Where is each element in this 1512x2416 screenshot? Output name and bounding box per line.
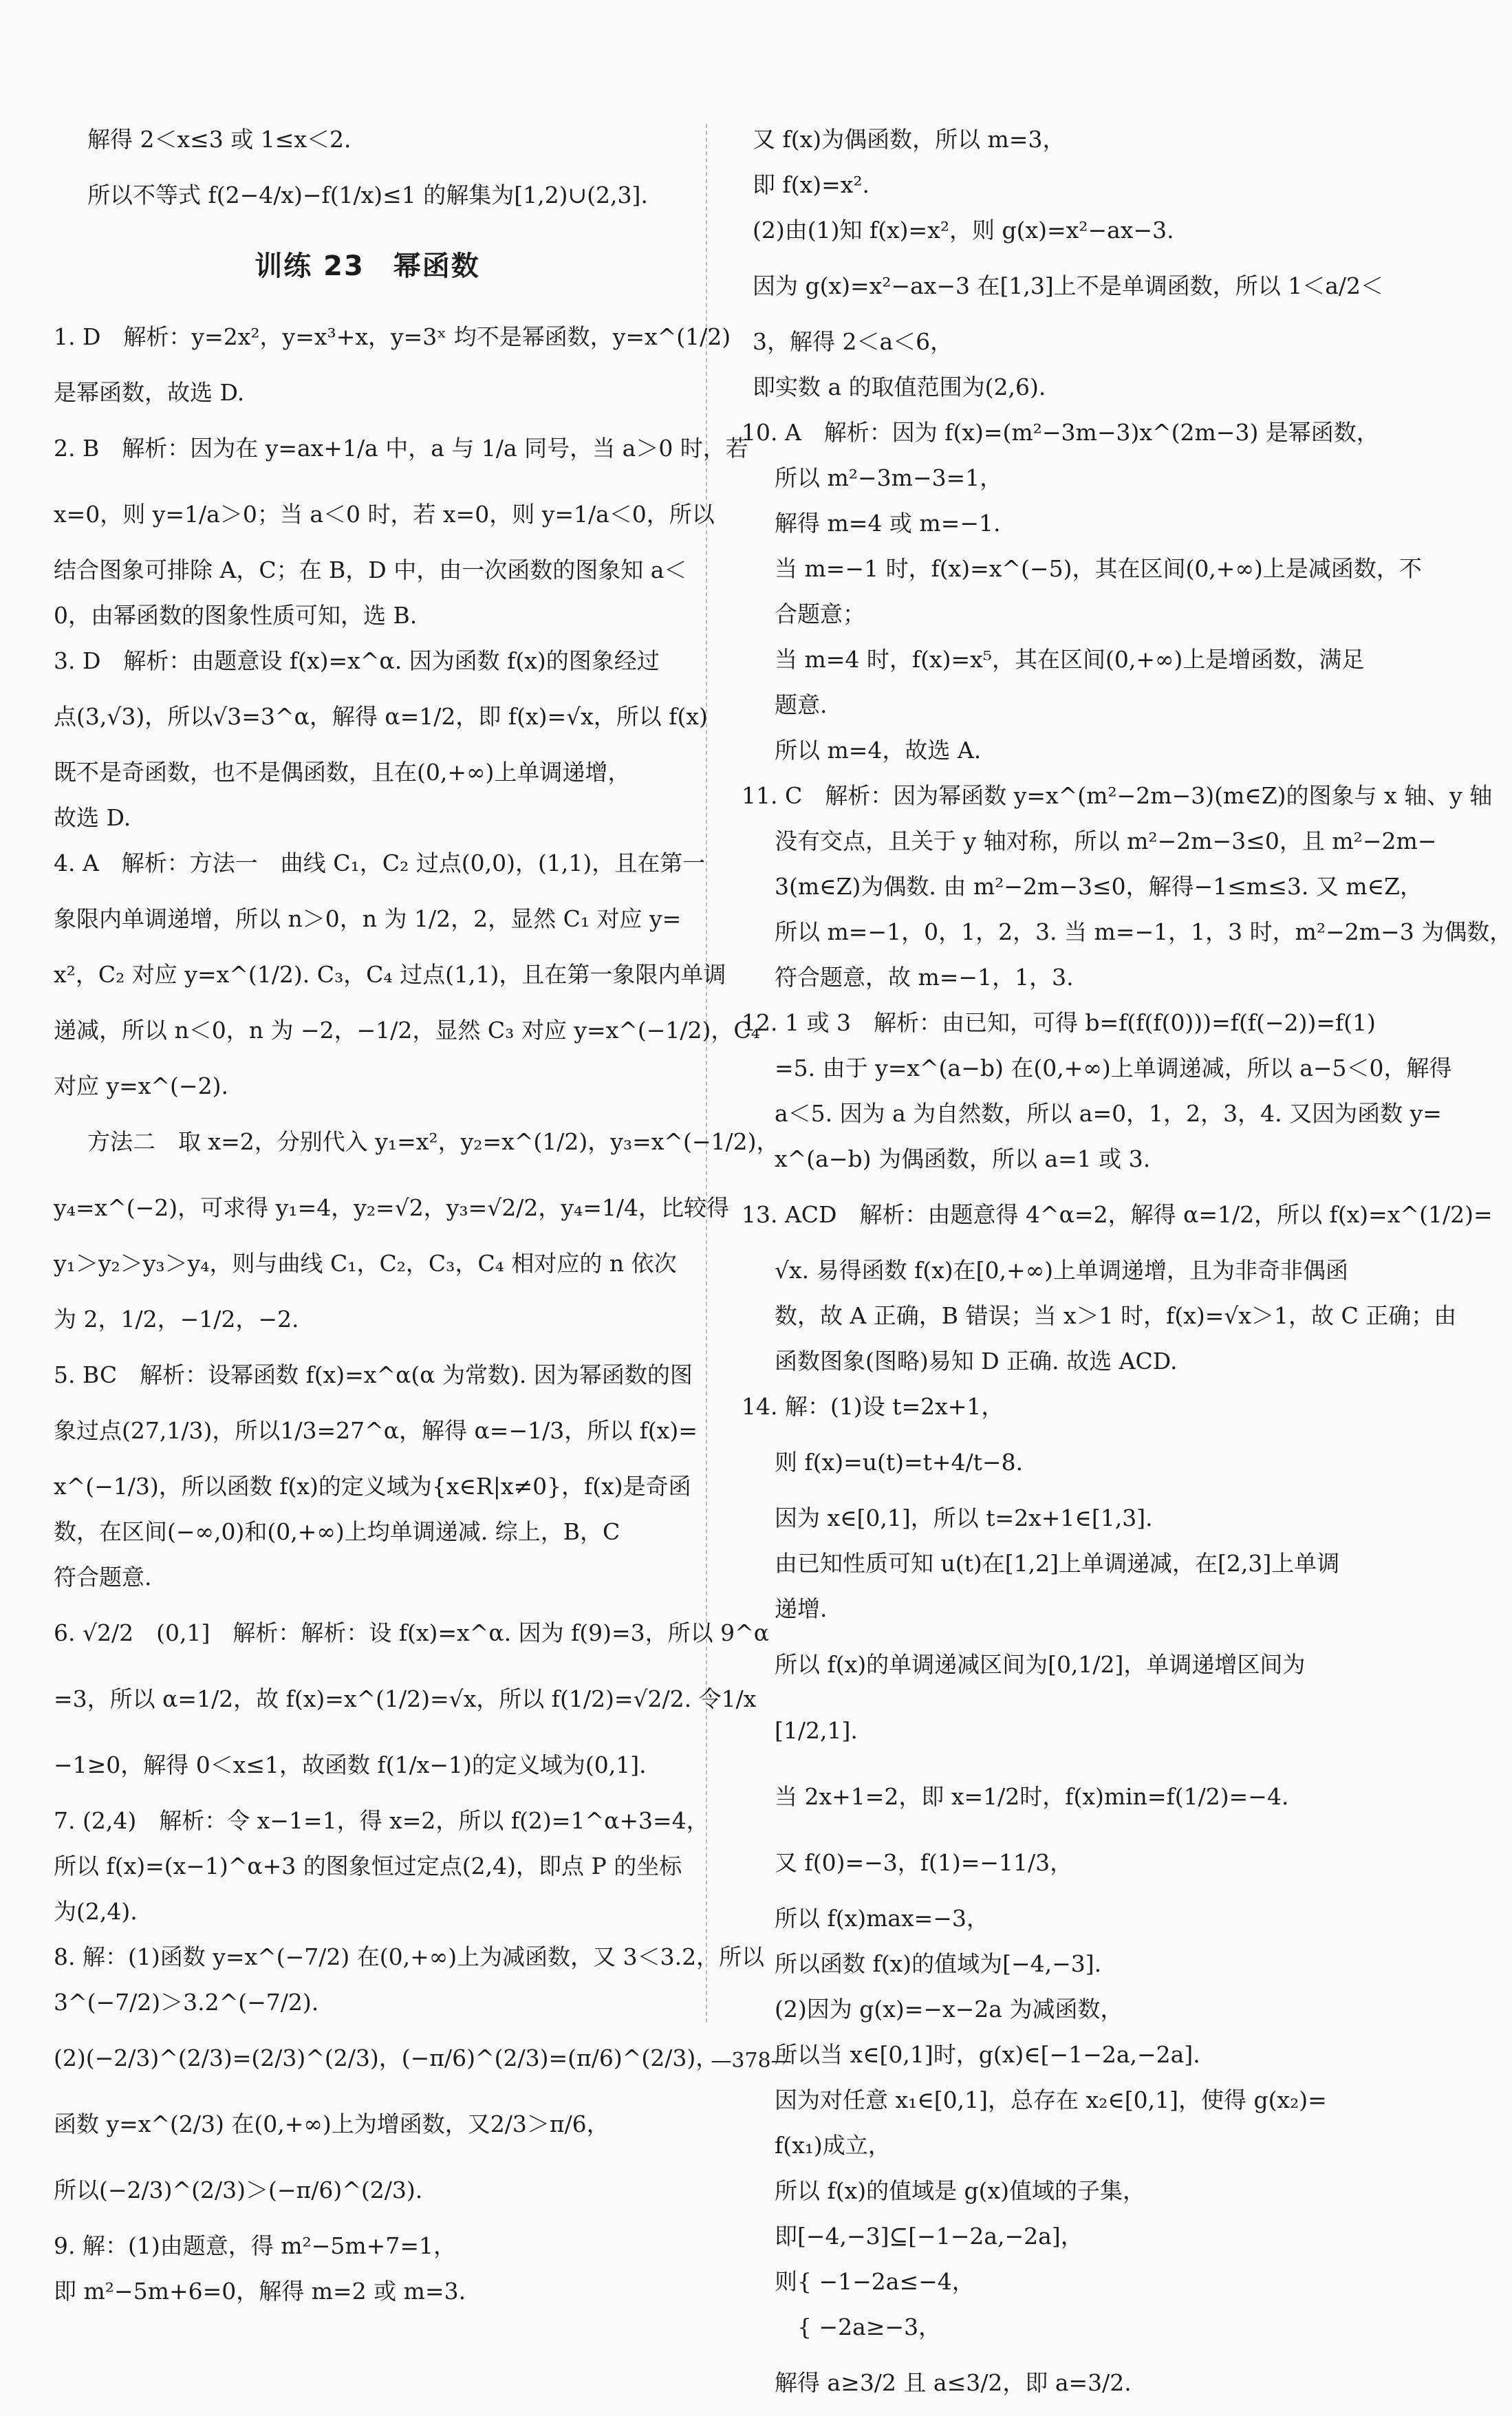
- text-line: 为(2,4).: [54, 1898, 138, 1925]
- text-line: 即实数 a 的取值范围为(2,6).: [753, 374, 1046, 400]
- text-line: 即 f(x)=x².: [753, 171, 870, 198]
- text-line: 因为对任意 x₁∈[0,1]，总存在 x₂∈[0,1]，使得 g(x₂)=: [775, 2086, 1327, 2113]
- text-line: { −2a≥−3，: [775, 2313, 942, 2340]
- text-line: 数，在区间(−∞,0)和(0,+∞)上均单调递减. 综上，B，C: [54, 1518, 620, 1545]
- text-line: 合题意；: [775, 601, 865, 627]
- text-line: (2)因为 g(x)=−x−2a 为减函数，: [775, 1996, 1123, 2023]
- text-line: 为 2，1/2，−1/2，−2.: [54, 1306, 299, 1333]
- text-line: 所以函数 f(x)的值域为[−4,−3].: [775, 1950, 1102, 1977]
- answer-item-3: 3. D 解析：由题意设 f(x)=x^α. 因为函数 f(x)的图象经过: [54, 647, 660, 674]
- text-line: a＜5. 因为 a 为自然数，所以 a=0，1，2，3，4. 又因为函数 y=: [775, 1100, 1442, 1127]
- text-line: x^(a−b) 为偶函数，所以 a=1 或 3.: [775, 1145, 1151, 1172]
- text-line: 对应 y=x^(−2).: [54, 1072, 228, 1099]
- text-line: 因为 x∈[0,1]，所以 t=2x+1∈[1,3].: [775, 1504, 1153, 1531]
- text-line: 函数 y=x^(2/3) 在(0,+∞)上为增函数，又2/3＞π/6，: [54, 2111, 609, 2137]
- text-line: 是幂函数，故选 D.: [54, 379, 245, 406]
- text-line: 由已知性质可知 u(t)在[1,2]上单调递减，在[2,3]上单调: [775, 1550, 1340, 1577]
- text-line: 函数图象(图略)易知 D 正确. 故选 ACD.: [775, 1348, 1178, 1374]
- answer-item-9: 9. 解：(1)由题意，得 m²−5m+7=1，: [54, 2232, 456, 2259]
- text-line: √x. 易得函数 f(x)在[0,+∞)上单调递增，且为非奇非偶函: [775, 1257, 1349, 1284]
- text-line: 故选 D.: [54, 804, 131, 831]
- text-line: y₁＞y₂＞y₃＞y₄，则与曲线 C₁，C₂，C₃，C₄ 相对应的 n 依次: [54, 1250, 677, 1277]
- answer-item-8: 8. 解：(1)函数 y=x^(−7/2) 在(0,+∞)上为减函数，又 3＜3.2，所以: [54, 1943, 765, 1970]
- text-line: f(x₁)成立，: [775, 2132, 891, 2159]
- text-line: 即 m²−5m+6=0，解得 m=2 或 m=3.: [54, 2278, 466, 2305]
- text-line: 符合题意，故 m=−1，1，3.: [775, 964, 1074, 991]
- text-line: −1≥0，解得 0＜x≤1，故函数 f(1/x−1)的定义域为(0,1].: [54, 1751, 647, 1778]
- answer-item-7: 7. (2,4) 解析：令 x−1=1，得 x=2，所以 f(2)=1^α+3=4，: [54, 1807, 709, 1834]
- answer-item-2: 2. B 解析：因为在 y=ax+1/a 中，a 与 1/a 同号，当 a＞0 时，若: [54, 435, 748, 462]
- text-line: =3，所以 α=1/2，故 f(x)=x^(1/2)=√x，所以 f(1/2)=√2/2. 令1/x: [54, 1685, 757, 1712]
- text-line: 所以不等式 f(2−4/x)−f(1/x)≤1 的解集为[1,2)∪(2,3].: [65, 182, 648, 208]
- text-line: (2)由(1)知 f(x)=x²，则 g(x)=x²−ax−3.: [753, 217, 1174, 244]
- page-number: —378—: [711, 2049, 792, 2073]
- text-line: 结合图象可排除 A，C；在 B，D 中，由一次函数的图象知 a＜: [54, 557, 687, 583]
- text-line: 所以 m=4，故选 A.: [775, 737, 982, 764]
- text-line: 象过点(27,1/3)，所以1/3=27^α，解得 α=−1/3，所以 f(x)=: [54, 1417, 698, 1444]
- text-line: 所以 f(x)的单调递减区间为[0,1/2]，单调递增区间为: [775, 1651, 1306, 1678]
- text-line: 解得 2＜x≤3 或 1≤x＜2.: [65, 126, 352, 153]
- text-line: 解得 a≥3/2 且 a≤3/2，即 a=3/2.: [775, 2369, 1132, 2396]
- answer-item-12: 12. 1 或 3 解析：由已知，可得 b=f(f(f(0)))=f(f(−2))=f(1): [742, 1009, 1376, 1036]
- text-line: 递增.: [775, 1595, 828, 1622]
- text-line: 解得 m=4 或 m=−1.: [775, 510, 1001, 537]
- answer-item-14: 14. 解：(1)设 t=2x+1，: [742, 1393, 1004, 1420]
- answer-item-1: 1. D 解析：y=2x²，y=x³+x，y=3ˣ 均不是幂函数，y=x^(1/2): [54, 323, 731, 350]
- text-line: 所以当 x∈[0,1]时，g(x)∈[−1−2a,−2a].: [775, 2041, 1200, 2068]
- text-line: 3(m∈Z)为偶数. 由 m²−2m−3≤0，解得−1≤m≤3. 又 m∈Z，: [775, 873, 1423, 900]
- text-line: 当 m=−1 时，f(x)=x^(−5)，其在区间(0,+∞)上是减函数，不: [775, 555, 1422, 582]
- answer-item-10: 10. A 解析：因为 f(x)=(m²−3m−3)x^(2m−3) 是幂函数，: [742, 419, 1379, 446]
- text-line: =5. 由于 y=x^(a−b) 在(0,+∞)上单调递减，所以 a−5＜0，解得: [775, 1055, 1452, 1081]
- text-line: 没有交点，且关于 y 轴对称，所以 m²−2m−3≤0，且 m²−2m−: [775, 828, 1437, 854]
- text-line: 因为 g(x)=x²−ax−3 在[1,3]上不是单调函数，所以 1＜a/2＜: [753, 272, 1384, 299]
- text-line: 所以 f(x)=(x−1)^α+3 的图象恒过定点(2,4)，即点 P 的坐标: [54, 1853, 682, 1879]
- text-line: 当 2x+1=2，即 x=1/2时，f(x)min=f(1/2)=−4.: [775, 1783, 1289, 1810]
- text-line: 象限内单调递增，所以 n＞0，n 为 1/2，2，显然 C₁ 对应 y=: [54, 905, 682, 932]
- text-line: 则{ −1−2a≤−4，: [775, 2268, 975, 2295]
- text-line: 即[−4,−3]⊆[−1−2a,−2a]，: [775, 2223, 1083, 2250]
- text-line: 所以 f(x)的值域是 g(x)值域的子集，: [775, 2177, 1146, 2204]
- text-line: (2)(−2/3)^(2/3)=(2/3)^(2/3)，(−π/6)^(2/3)=(π/6)^(2/3)，: [54, 2045, 719, 2071]
- text-line: 当 m=4 时，f(x)=x⁵，其在区间(0,+∞)上是增函数，满足: [775, 646, 1365, 673]
- text-line: 3，解得 2＜a＜6，: [753, 328, 953, 355]
- text-line: [1/2,1].: [775, 1717, 858, 1744]
- text-line: 又 f(x)为偶函数，所以 m=3，: [753, 126, 1066, 153]
- column-divider: [706, 124, 707, 2023]
- text-line: 点(3,√3)，所以√3=3^α，解得 α=1/2，即 f(x)=√x，所以 f(x): [54, 703, 708, 730]
- text-line: 方法二 取 x=2，分别代入 y₁=x²，y₂=x^(1/2)，y₃=x^(−1/2)，: [65, 1128, 779, 1155]
- text-line: 所以 m²−3m−3=1，: [775, 464, 1003, 491]
- answer-item-13: 13. ACD 解析：由题意得 4^α=2，解得 α=1/2，所以 f(x)=x^(1/2)=: [742, 1201, 1493, 1228]
- answer-item-4: 4. A 解析：方法一 曲线 C₁，C₂ 过点(0,0)，(1,1)，且在第一: [54, 850, 706, 876]
- text-line: 所以 m=−1，0，1，2，3. 当 m=−1，1，3 时，m²−2m−3 为偶数，: [775, 918, 1512, 945]
- text-line: 题意.: [775, 691, 828, 718]
- section-title: 训练 23 幂函数: [255, 250, 480, 282]
- text-line: 所以(−2/3)^(2/3)＞(−π/6)^(2/3).: [54, 2177, 423, 2203]
- text-line: 既不是奇函数，也不是偶函数，且在(0,+∞)上单调递增，: [54, 759, 631, 786]
- text-line: y₄=x^(−2)，可求得 y₁=4，y₂=√2，y₃=√2/2，y₄=1/4，比较得: [54, 1194, 730, 1221]
- text-line: x^(−1/3)，所以函数 f(x)的定义域为{x∈R|x≠0}，f(x)是奇函: [54, 1473, 691, 1500]
- text-line: 符合题意.: [54, 1564, 152, 1590]
- answer-item-11: 11. C 解析：因为幂函数 y=x^(m²−2m−3)(m∈Z)的图象与 x 轴、y 轴: [742, 782, 1493, 809]
- text-line: 数，故 A 正确，B 错误；当 x＞1 时，f(x)=√x＞1，故 C 正确；由: [775, 1302, 1457, 1329]
- text-line: x²，C₂ 对应 y=x^(1/2). C₃，C₄ 过点(1,1)，且在第一象限内单调: [54, 961, 726, 988]
- text-line: 递减，所以 n＜0，n 为 −2，−1/2，显然 C₃ 对应 y=x^(−1/2)，C₄: [54, 1017, 760, 1044]
- text-line: 0，由幂函数的图象性质可知，选 B.: [54, 602, 418, 629]
- text-line: 又 f(0)=−3，f(1)=−11/3，: [775, 1849, 1073, 1876]
- text-line: x=0，则 y=1/a＞0；当 a＜0 时，若 x=0，则 y=1/a＜0，所以: [54, 501, 715, 528]
- text-line: 则 f(x)=u(t)=t+4/t−8.: [775, 1449, 1024, 1476]
- text-line: 3^(−7/2)＞3.2^(−7/2).: [54, 1989, 319, 2016]
- text-line: 所以 f(x)max=−3，: [775, 1905, 989, 1932]
- answer-item-6: 6. √2/2 (0,1] 解析：解析：设 f(x)=x^α. 因为 f(9)=3，所以 9^α: [54, 1619, 770, 1646]
- answer-item-5: 5. BC 解析：设幂函数 f(x)=x^α(α 为常数). 因为幂函数的图: [54, 1361, 693, 1388]
